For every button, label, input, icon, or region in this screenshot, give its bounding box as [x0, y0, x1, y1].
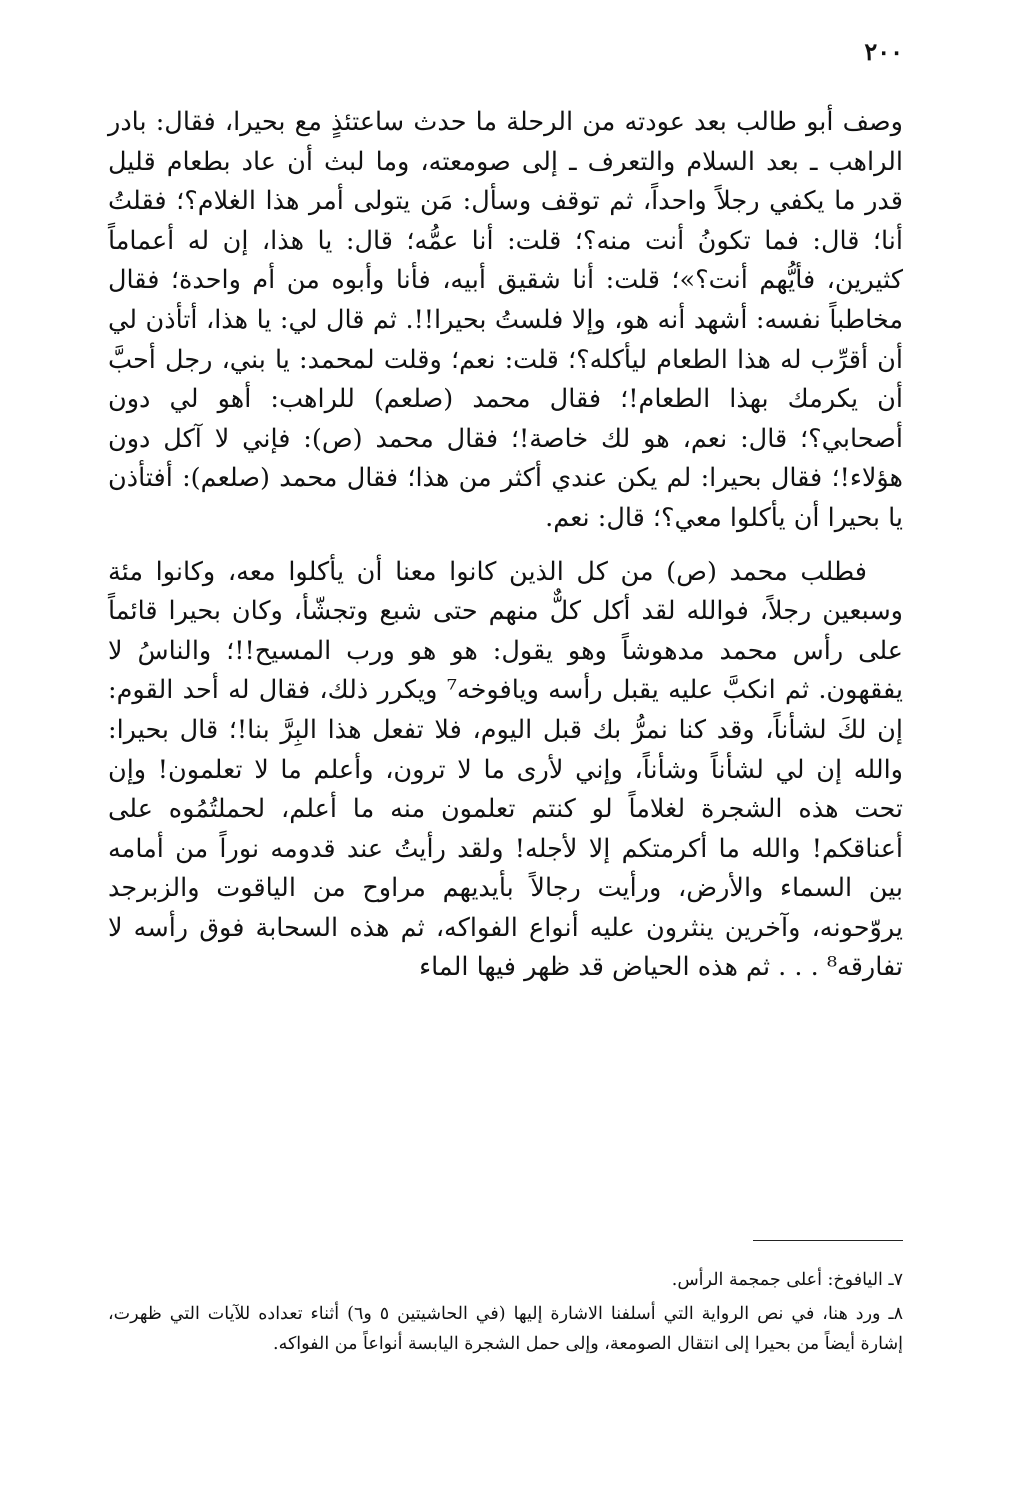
paragraph-2: فطلب محمد (ص) من كل الذين كانوا معنا أن يأكلوا معه، وكانوا مئة وسبعين رجلاً، فوالله لقد أكل كلٌّ منهم حتى شبع وتجشّأ، وكان بحيرا قائماً على رأس محمد مدهوشاً وهو يقول: هو هو ورب المسيح!!؛ والناسُ لا يفقهون. ثم انكبَّ عليه يقبل رأسه ويافوخه⁷ ويكرر ذلك، فقال له أحد القوم: إن لكَ لشأناً، وقد كنا نمرُّ بك قبل اليوم، فلا تفعل هذا البِرَّ بنا!؛ قال بحيرا: والله إن لي لشأناً وشأناً، وإني لأرى ما لا ترون، وأعلم ما لا تعلمون! وإن تحت هذه الشجرة لغلاماً لو كنتم تعلمون منه ما أعلم، لحملتُمُوه على أعناقكم! والله ما أكرمتكم إلا لأجله! ولقد رأيتُ عند قدومه نوراً من أمامه بين السماء والأرض، ورأيت رجالاً بأيديهم مراوح من الياقوت والزبرجد يروّحونه، وآخرين ينثرون عليه أنواع الفواكه، ثم هذه السحابة فوق رأسه لا تفارقه⁸ . . . ثم هذه الحياض قد ظهر فيها الماء [108, 556, 903, 983]
footnotes [108, 1265, 903, 1359]
main-text [108, 103, 903, 988]
footnote-8: ٨ـ ورد هنا، في نص الرواية التي أسلفنا الاشارة إليها (في الحاشيتين ٥ و٦) أثناء تعداده للآيات التي ظهرت، إشارة أيضاً من بحيرا إلى انتقال الصومعة، وإلى حمل الشجرة اليابسة أنواعاً من الفواكه. [108, 1304, 903, 1354]
paragraph-1: وصف أبو طالب بعد عودته من الرحلة ما حدث ساعتئذٍ مع بحيرا، فقال: بادر الراهب ـ بعد السلام والتعرف ـ إلى صومعته، وما لبث أن عاد بطعام قليل قدر ما يكفي رجلاً واحداً، ثم توقف وسأل: مَن يتولى أمر هذا الغلام؟؛ فقلتُ أنا؛ قال: فما تكونُ أنت منه؟؛ قلت: أنا عمُّه؛ قال: يا هذا، إن له أعماماً كثيرين، فأيُّهم أنت؟»؛ قلت: أنا شقيق أبيه، فأنا وأبوه من أم واحدة؛ فقال مخاطباً نفسه: أشهد أنه هو، وإلا فلستُ بحيرا!!. ثم قال لي: يا هذا، أتأذن لي أن أقرِّب له هذا الطعام ليأكله؟؛ قلت: نعم؛ وقلت لمحمد: يا بني، رجل أحبَّ أن يكرمك بهذا الطعام!؛ فقال محمد (صلعم) للراهب: أهو لي دون أصحابي؟؛ قال: نعم، هو لك خاصة!؛ فقال محمد (ص): فإني لا آكل دون هؤلاء!؛ فقال بحيرا: لم يكن عندي أكثر من هذا؛ فقال محمد (صلعم): أفتأذن يا بحيرا أن يأكلوا معي؟؛ قال: نعم. [108, 107, 903, 533]
footnote-7: ٧ـ اليافوخ: أعلى جمجمة الرأس. [671, 1270, 903, 1290]
footnote-separator [753, 1240, 903, 1241]
page-number: ٢٠٠ [864, 37, 903, 66]
